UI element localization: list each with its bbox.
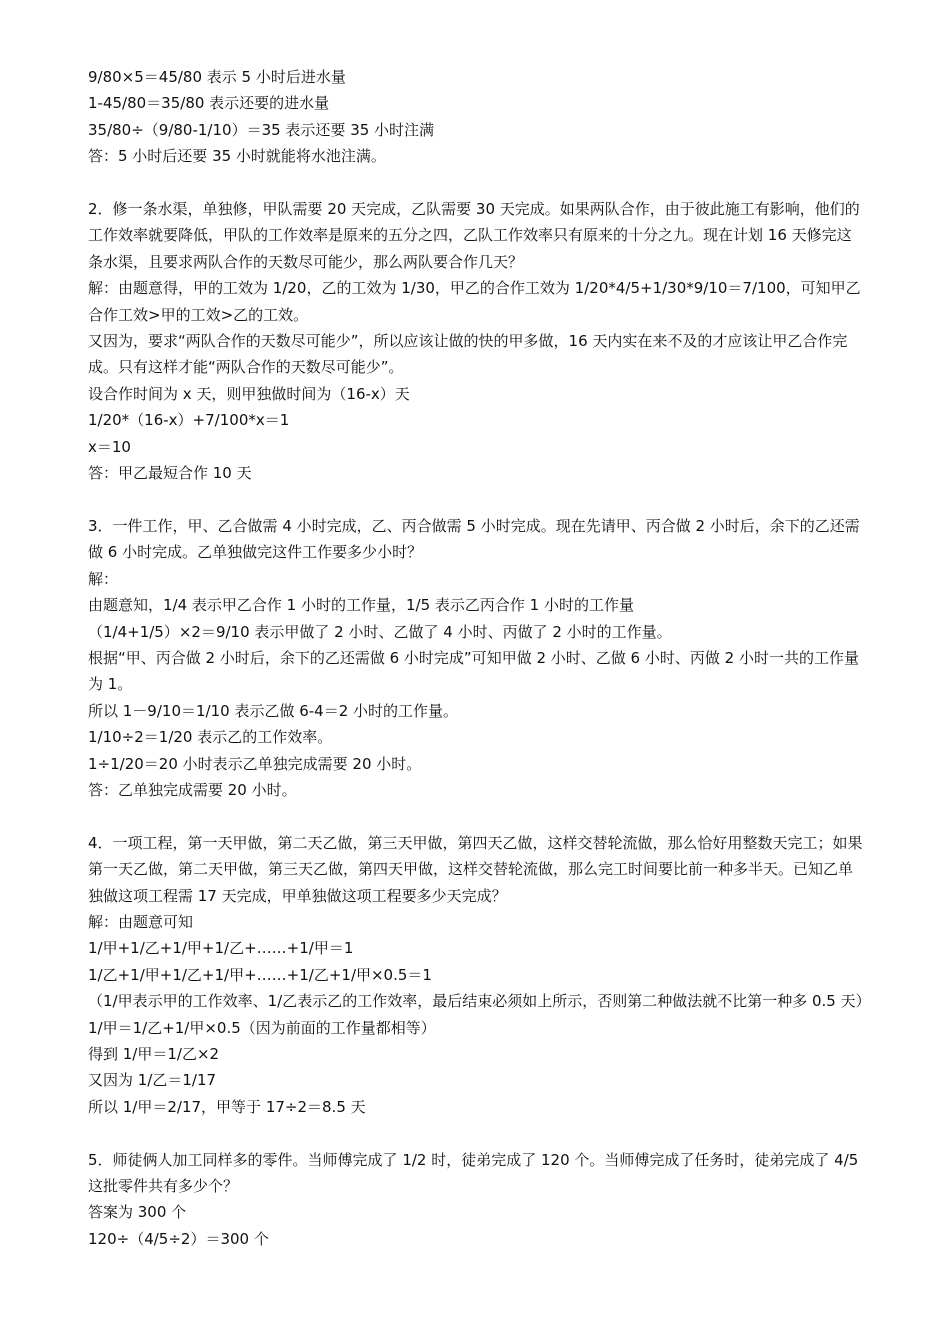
solution-text: （1/甲表示甲的工作效率、1/乙表示乙的工作效率，最后结束必须如上所示，否则第二种做法就不比第一种多 0.5 天）	[88, 992, 871, 1011]
document-page	[88, 64, 871, 1252]
equation-line: 120÷（4/5÷2）＝300 个	[88, 1229, 269, 1248]
solution-text: 所以 1－9/10＝1/10 表示乙做 6-4＝2 小时的工作量。	[88, 701, 459, 720]
problem-statement: 2．修一条水渠，单独修，甲队需要 20 天完成，乙队需要 30 天完成。如果两队合作，由于彼此施工有影响，他们的工作效率就要降低，甲队的工作效率是原来的五分之四，乙队工作效率只有原来的十分之九。现在计划 16 天修完这条水渠，且要求两队合作的天数尽可能少，那么两队要合作几天？	[88, 200, 860, 271]
solution-text: 1/10÷2＝1/20 表示乙的工作效率。	[88, 728, 333, 747]
equation-line: x＝10	[88, 437, 131, 456]
problem-4	[88, 830, 871, 1120]
solution-label: 解：	[88, 569, 119, 588]
solution-block-1	[88, 64, 866, 170]
equation-line: 又因为 1/乙＝1/17	[88, 1071, 217, 1090]
solution-text: 解：由题意得，甲的工效为 1/20，乙的工效为 1/30，甲乙的合作工效为 1/20*4/5+1/30*9/10＝7/100，可知甲乙合作工效>甲的工效>乙的工效。	[88, 279, 861, 324]
solution-text: 由题意知，1/4 表示甲乙合作 1 小时的工作量，1/5 表示乙丙合作 1 小时的工作量	[88, 596, 634, 615]
answer-line: 答案为 300 个	[88, 1203, 187, 1222]
solution-text: 又因为，要求“两队合作的天数尽可能少”，所以应该让做的快的甲多做，16 天内实在来不及的才应该让甲乙合作完成。只有这样才能“两队合作的天数尽可能少”。	[88, 332, 848, 377]
solution-text: （1/4+1/5）×2＝9/10 表示甲做了 2 小时、乙做了 4 小时、丙做了 2 小时的工作量。	[88, 622, 672, 641]
equation-line: 1/乙+1/甲+1/乙+1/甲+……+1/乙+1/甲×0.5＝1	[88, 965, 432, 984]
paragraph-gap	[88, 486, 866, 512]
text-line: 9/80×5＝45/80 表示 5 小时后进水量	[88, 68, 346, 86]
problem-statement: 3．一件工作，甲、乙合做需 4 小时完成，乙、丙合做需 5 小时完成。现在先请甲、丙合做 2 小时后，余下的乙还需做 6 小时完成。乙单独做完这件工作要多少小时？	[88, 516, 860, 562]
paragraph-gap	[88, 170, 866, 196]
text-line: 35/80÷（9/80-1/10）＝35 表示还要 35 小时注满	[88, 120, 435, 139]
solution-text: 1÷1/20＝20 小时表示乙单独完成需要 20 小时。	[88, 754, 422, 773]
equation-line: 设合作时间为 x 天，则甲独做时间为（16-x）天	[88, 384, 410, 403]
problem-2	[88, 196, 866, 486]
equation-line: 1/甲+1/乙+1/甲+1/乙+……+1/甲＝1	[88, 939, 354, 958]
solution-label: 解：由题意可知	[88, 912, 194, 931]
answer-line: 答：5 小时后还要 35 小时就能将水池注满。	[88, 147, 386, 166]
equation-line: 1/甲＝1/乙+1/甲×0.5（因为前面的工作量都相等）	[88, 1018, 436, 1037]
answer-line: 答：乙单独完成需要 20 小时。	[88, 780, 297, 799]
answer-line: 所以 1/甲＝2/17，甲等于 17÷2＝8.5 天	[88, 1097, 366, 1116]
problem-statement: 4．一项工程，第一天甲做，第二天乙做，第三天甲做，第四天乙做，这样交替轮流做，那么恰好用整数天完工；如果第一天乙做，第二天甲做，第三天乙做，第四天甲做，这样交替轮流做，那么完工时间要比前一种多半天。已知乙单独做这项工程需 17 天完成，甲单独做这项工程要多少天完成？	[88, 833, 863, 905]
paragraph-gap	[88, 803, 866, 829]
equation-line: 得到 1/甲＝1/乙×2	[88, 1044, 220, 1063]
problem-statement: 5．师徒俩人加工同样多的零件。当师傅完成了 1/2 时，徒弟完成了 120 个。当师傅完成了任务时，徒弟完成了 4/5 这批零件共有多少个？	[88, 1150, 859, 1195]
answer-line: 答：甲乙最短合作 10 天	[88, 464, 252, 483]
problem-3	[88, 513, 866, 803]
text-line: 1-45/80＝35/80 表示还要的进水量	[88, 94, 330, 113]
paragraph-gap	[88, 1120, 866, 1146]
equation-line: 1/20*（16-x）+7/100*x＝1	[88, 411, 290, 430]
solution-text: 根据“甲、丙合做 2 小时后，余下的乙还需做 6 小时完成”可知甲做 2 小时、乙做 6 小时、丙做 2 小时一共的工作量为 1。	[88, 648, 859, 694]
problem-5	[88, 1147, 866, 1253]
